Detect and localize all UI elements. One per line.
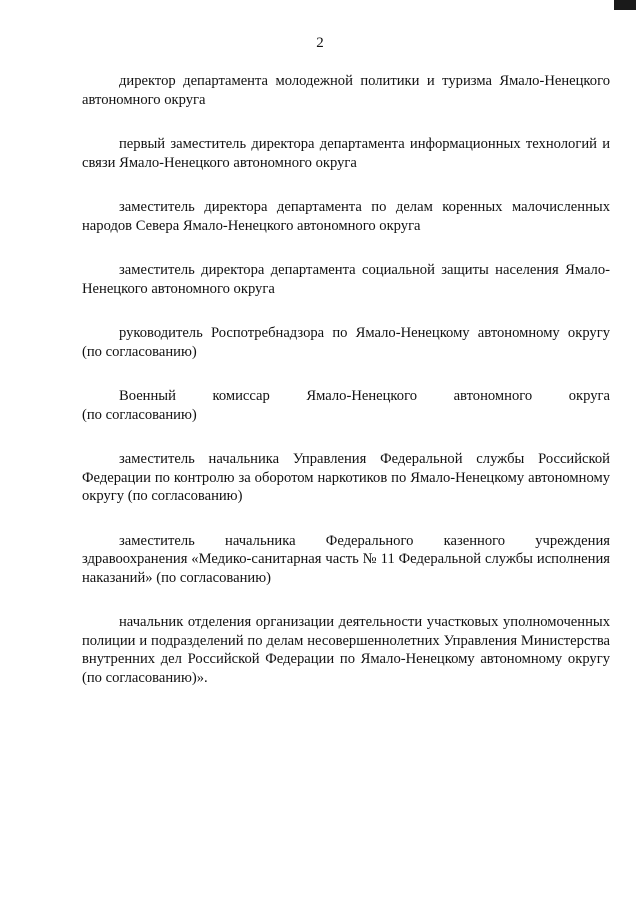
list-item: заместитель начальника Управления Федеральной службы Российской Федерации по контролю за оборотом наркотиков по Ямало-Ненецкому автономному округу (по согласованию): [82, 451, 610, 504]
list-item: начальник отделения организации деятельности участковых уполномоченных полиции и подразделений по делам несовершеннолетних Управления Министерства внутренних дел Российской Федерации по Ямало-Ненецкому автономному округу (по согласованию)».: [82, 614, 610, 686]
document-body: [82, 72, 610, 713]
list-item: заместитель директора департамента по делам коренных малочисленных народов Севера Ямало-Ненецкого автономного округа: [82, 199, 610, 234]
scan-mark: [614, 0, 636, 10]
list-item-line: Военный комиссар Ямало-Ненецкого автономного округа: [119, 388, 610, 404]
list-item: директор департамента молодежной политики и туризма Ямало-Ненецкого автономного округа: [82, 73, 610, 108]
list-item: первый заместитель директора департамента информационных технологий и связи Ямало-Ненецкого автономного округа: [82, 136, 610, 171]
list-item: [82, 387, 610, 424]
list-item: заместитель директора департамента социальной защиты населения Ямало-Ненецкого автономного округа: [82, 262, 610, 297]
list-item: заместитель начальника Федерального казенного учреждения здравоохранения «Медико-санитарная часть № 11 Федеральной службы исполнения наказаний» (по согласованию): [82, 532, 610, 586]
list-item-line: (по согласованию): [82, 406, 197, 423]
page-number: 2: [316, 35, 324, 51]
list-item: руководитель Роспотребнадзора по Ямало-Ненецкому автономному округу (по согласованию): [82, 325, 610, 360]
